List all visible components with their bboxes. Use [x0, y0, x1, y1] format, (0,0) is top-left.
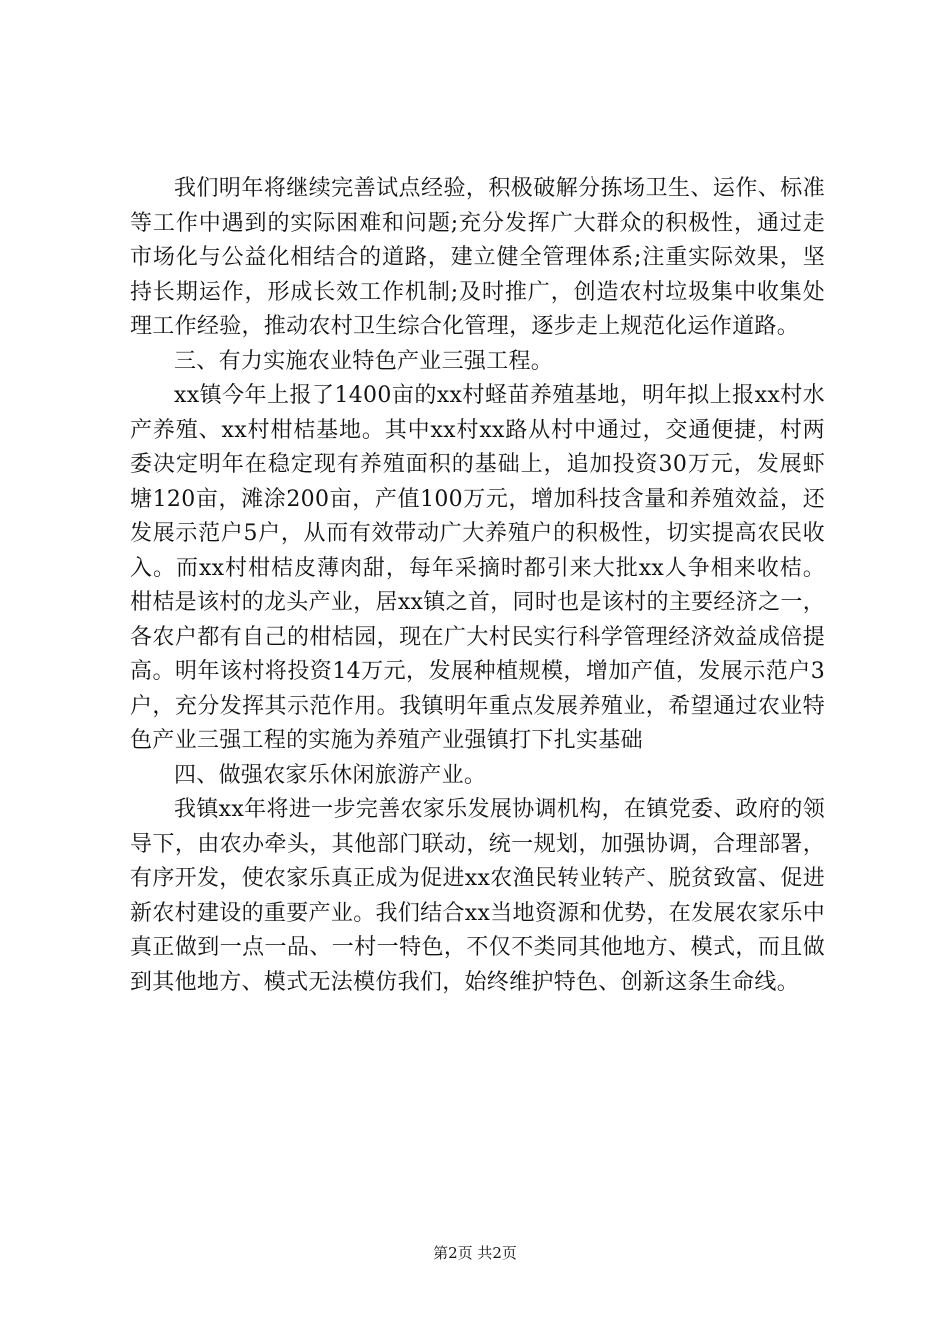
- paragraph-1: 我们明年将继续完善试点经验，积极破解分拣场卫生、运作、标准等工作中遇到的实际困难和问题;充分发挥广大群众的积极性，通过走市场化与公益化相结合的道路，建立健全管理体系;注重实际效果，坚持长期运作，形成长效工作机制;及时推广，创造农村垃圾集中收集处理工作经验，推动农村卫生综合化管理，逐步走上规范化运作道路。: [130, 176, 825, 339]
- section-heading-3: 三、有力实施农业特色产业三强工程。: [174, 348, 554, 374]
- page-footer: 第2页 共2页: [433, 1244, 517, 1262]
- paragraph-2: xx镇今年上报了1400亩的xx村蛏苗养殖基地，明年拟上报xx村水产养殖、xx村柑桔基地。其中xx村xx路从村中通过，交通便捷，村两委决定明年在稳定现有养殖面积的基础上，追加投资30万元，发展虾塘120亩，滩涂200亩，产值100万元，增加科技含量和养殖效益，还发展示范户5户，从而有效带动广大养殖户的积极性，切实提高农民收入。而xx村柑桔皮薄肉甜，每年采摘时都引来大批xx人争相来收桔。柑桔是该村的龙头产业，居xx镇之首，同时也是该村的主要经济之一，各农户都有自己的柑桔园，现在广大村民实行科学管理经济效益成倍提高。明年该村将投资14万元，发展种植规模，增加产值，发展示范户3户，充分发挥其示范作用。我镇明年重点发展养殖业，希望通过农业特色产业三强工程的实施为养殖产业强镇打下扎实基础: [130, 383, 825, 753]
- document-body: [130, 172, 825, 1000]
- paragraph-3: 我镇xx年将进一步完善农家乐发展协调机构，在镇党委、政府的领导下，由农办牵头，其他部门联动，统一规划，加强协调，合理部署，有序开发，使农家乐真正成为促进xx农渔民转业转产、脱贫致富、促进新农村建设的重要产业。我们结合xx当地资源和优势，在发展农家乐中真正做到一点一品、一村一特色，不仅不类同其他地方、模式，而且做到其他地方、模式无法模仿我们，始终维护特色、创新这条生命线。: [130, 797, 825, 995]
- section-heading-4: 四、做强农家乐休闲旅游产业。: [174, 762, 487, 788]
